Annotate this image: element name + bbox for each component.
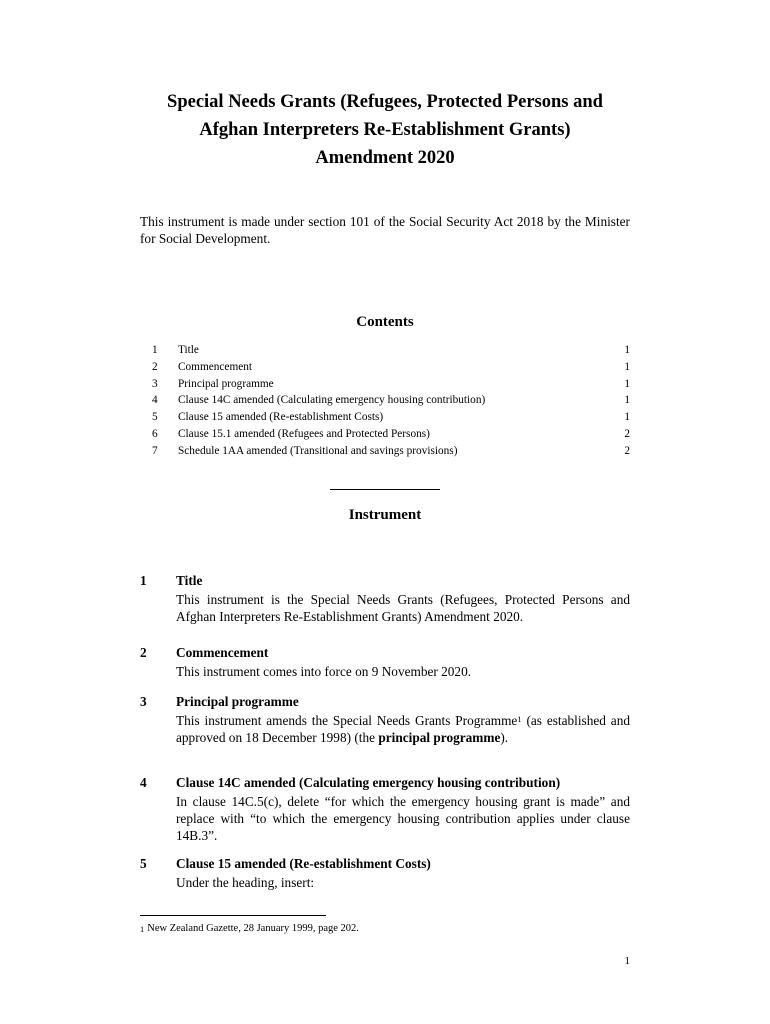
clause-heading: Commencement xyxy=(176,645,269,660)
title-line-3: Amendment 2020 xyxy=(315,148,455,168)
clause-number: 1 xyxy=(140,573,147,588)
clause-body-text: This instrument amends the Special Needs Grants Programme xyxy=(176,713,518,728)
toc-entry-page: 1 xyxy=(624,360,630,373)
clause-body-text: (as established and approved on 18 December 1998) (the xyxy=(176,713,630,745)
title-line-2: Afghan Interpreters Re-Establishment Grants) xyxy=(199,120,571,140)
toc-entry-page: 1 xyxy=(624,394,630,407)
footnote-reference[interactable]: 1 xyxy=(517,714,522,724)
toc-entry-page: 1 xyxy=(624,344,630,356)
clause-number: 4 xyxy=(140,775,147,790)
toc-entry[interactable] xyxy=(140,376,630,393)
enacting-statement: This instrument is made under section 101 of the Social Security Act 2018 by the Minister for Social Development. xyxy=(140,214,630,246)
clause-number: 3 xyxy=(140,694,147,709)
clause-body xyxy=(176,712,630,746)
toc-entry-label: Clause 15.1 amended (Refugees and Protected Persons) xyxy=(178,427,430,440)
toc-entry-number: 1 xyxy=(152,344,158,356)
defined-term: principal programme xyxy=(378,730,501,745)
toc-entry-page: 1 xyxy=(624,377,630,390)
toc-entry-label: Schedule 1AA amended (Transitional and savings provisions) xyxy=(178,444,458,457)
toc-entry-number: 5 xyxy=(152,411,158,424)
toc-entry-number: 2 xyxy=(152,360,158,373)
toc-entry-page: 1 xyxy=(624,411,630,424)
instrument-heading: Instrument xyxy=(348,507,422,523)
clause-heading: Clause 14C amended (Calculating emergency housing contribution) xyxy=(176,775,561,790)
clause-body: This instrument comes into force on 9 November 2020. xyxy=(176,664,472,679)
clause-heading: Title xyxy=(176,573,203,588)
toc-entry-number: 7 xyxy=(152,444,158,457)
clause-body: This instrument is the Special Needs Grants (Refugees, Protected Persons and Afghan Interpreters Re-Establishment Grants) Amendment 2020. xyxy=(176,592,630,624)
toc-entry-page: 2 xyxy=(624,427,630,440)
toc-entry-page: 2 xyxy=(624,444,630,457)
title-line-1: Special Needs Grants (Refugees, Protected Persons and xyxy=(167,92,603,112)
toc-entry-number: 3 xyxy=(152,377,158,390)
footnote-divider xyxy=(140,915,326,916)
clause-body: In clause 14C.5(c), delete “for which the emergency housing grant is made” and replace with “to which the emergency housing contribution applies under clause 14B.3”. xyxy=(176,794,630,843)
clause-number: 2 xyxy=(140,645,147,660)
clause-heading: Principal programme xyxy=(176,694,299,709)
toc-entry-label: Clause 15 amended (Re-establishment Costs) xyxy=(178,411,384,424)
toc-entry[interactable] xyxy=(140,392,630,409)
clause-heading: Clause 15 amended (Re-establishment Costs) xyxy=(176,856,431,871)
document-title xyxy=(100,88,670,172)
toc-entry[interactable] xyxy=(140,426,630,443)
toc-entry-label: Clause 14C amended (Calculating emergency housing contribution) xyxy=(178,394,486,407)
clause-body: Under the heading, insert: xyxy=(176,875,315,890)
page-number: 1 xyxy=(624,955,630,967)
toc-entry-number: 6 xyxy=(152,427,158,440)
toc-entry[interactable] xyxy=(140,342,630,359)
footnote-mark: 1 xyxy=(140,924,145,934)
toc-entry-label: Commencement xyxy=(178,360,253,373)
footnote xyxy=(140,922,359,936)
section-divider xyxy=(330,489,440,490)
toc-entry[interactable] xyxy=(140,359,630,376)
table-of-contents xyxy=(140,342,630,460)
toc-entry-number: 4 xyxy=(152,394,158,407)
toc-entry[interactable] xyxy=(140,409,630,426)
clause-number: 5 xyxy=(140,856,147,871)
toc-entry-label: Title xyxy=(178,344,199,356)
toc-entry[interactable] xyxy=(140,443,630,460)
contents-heading: Contents xyxy=(356,314,414,330)
footnote-text: New Zealand Gazette, 28 January 1999, page 202. xyxy=(147,923,359,934)
clause-body-text: ). xyxy=(500,730,509,745)
toc-entry-label: Principal programme xyxy=(178,377,274,390)
